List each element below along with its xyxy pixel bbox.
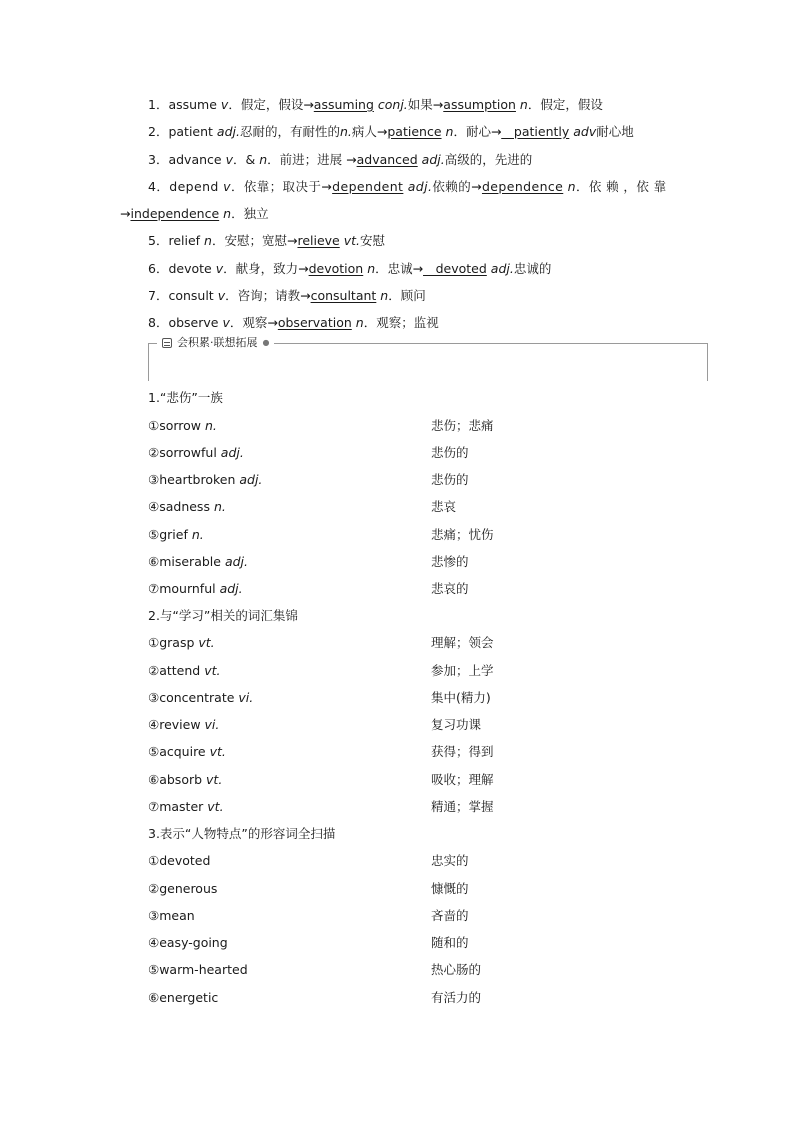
answer-independence: independence — [130, 206, 220, 221]
answer-assumption: assumption — [443, 97, 516, 112]
answer-patience: patience — [387, 124, 442, 139]
answer-devoted: __devoted — [423, 261, 487, 276]
vocab-line-4-cont: →independence n．独立 — [120, 206, 269, 221]
box-tab — [157, 336, 274, 350]
vocab-line-1: 1．assume v．假定，假设→assuming conj.如果→assumption n．假定，假设 — [148, 97, 603, 112]
answer-advanced: advanced — [356, 152, 418, 167]
answer-dependence: dependence — [481, 179, 564, 194]
vocab-line-4: 4．depend v．依靠；取决于→dependent adj.依赖的→dependence n．依 赖 ，依 靠 — [148, 179, 667, 194]
vocab-line-8: 8．observe v．观察→observation n．观察；监视 — [148, 315, 439, 330]
answer-observation: observation — [277, 315, 352, 330]
answer-assuming: assuming — [313, 97, 374, 112]
answer-relieve: relieve — [297, 233, 340, 248]
vocab-line-7: 7．consult v．咨询；请教→consultant n．顾问 — [148, 288, 426, 303]
box-title: 会积累·联想拓展 — [177, 336, 258, 349]
answer-patiently: __patiently — [501, 124, 570, 139]
vocab-line-5: 5．relief n．安慰；宽慰→relieve vt.安慰 — [148, 233, 385, 248]
dot-icon: ● — [262, 338, 270, 347]
group-title-study: 2.与“学习”相关的词汇集锦 — [148, 608, 298, 623]
group-title-character: 3.表示“人物特点”的形容词全扫描 — [148, 826, 336, 841]
vocab-line-6: 6．devote v．献身，致力→devotion n．忠诚→__devoted adj.忠诚的 — [148, 261, 552, 276]
answer-devotion: devotion — [308, 261, 364, 276]
vocab-line-3: 3．advance v．& n．前进；进展 →advanced adj.高级的，先进的 — [148, 152, 533, 167]
group-title-sorrow: 1.“悲伤”一族 — [148, 390, 223, 405]
answer-dependent: dependent — [332, 179, 404, 194]
answer-consultant: consultant — [310, 288, 377, 303]
vocab-line-2: 2．patient adj.忍耐的，有耐性的n.病人→patience n．耐心→__patiently adv耐心地 — [148, 124, 634, 139]
notebook-icon — [162, 338, 172, 348]
accumulate-box — [148, 336, 708, 381]
